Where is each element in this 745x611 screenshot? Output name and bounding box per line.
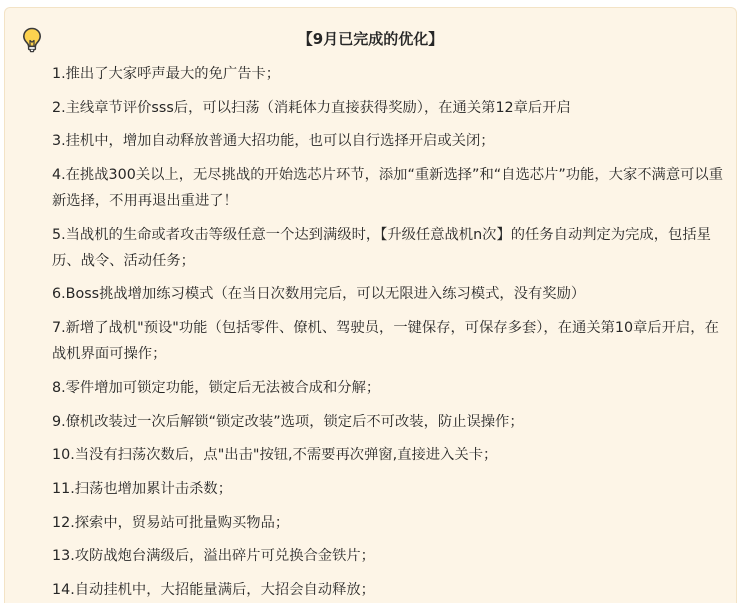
list-item: 7.新增了战机"预设"功能（包括零件、僚机、驾驶员，一键保存，可保存多套），在通关第10章后开启，在战机界面可操作； — [52, 320, 719, 363]
list-item: 4.在挑战300关以上，无尽挑战的开始选芯片环节，添加“重新选择”和“自选芯片”功能，大家不满意可以重新选择，不用再退出重进了！ — [52, 167, 724, 210]
list-item: 13.攻防战炮台满级后，溢出碎片可兑换合金铁片； — [52, 548, 375, 565]
list-item: 6.Boss挑战增加练习模式（在当日次数用完后，可以无限进入练习模式，没有奖励） — [52, 286, 586, 303]
list-item: 2.主线章节评价sss后，可以扫荡（消耗体力直接获得奖励），在通关第12章后开启 — [52, 99, 571, 116]
list-item: 10.当没有扫荡次数后，点"出击"按钮,不需要再次弹窗,直接进入关卡； — [52, 447, 498, 464]
note-title: 【9月已完成的优化】 — [297, 30, 444, 48]
list-item: 5.当战机的生命或者攻击等级任意一个达到满级时，【升级任意战机n次】的任务自动判定为完成，包括星历、战令、活动任务； — [52, 226, 711, 269]
list-item: 3.挂机中，增加自动释放普通大招功能，也可以自行选择开启或关闭； — [52, 133, 495, 150]
list-item: 11.扫荡也增加累计击杀数； — [52, 480, 233, 497]
optimization-note-card — [4, 7, 737, 603]
list-item: 14.自动挂机中，大招能量满后，大招会自动释放； — [52, 581, 375, 598]
list-item: 12.探索中，贸易站可批量购买物品； — [52, 514, 290, 531]
list-item: 8.零件增加可锁定功能，锁定后无法被合成和分解； — [52, 379, 381, 396]
list-item: 9.僚机改装过一次后解锁“锁定改装”选项，锁定后不可改装，防止误操作； — [52, 413, 524, 430]
list-item: 1.推出了大家呼声最大的免广告卡； — [52, 66, 281, 82]
optimization-list — [52, 61, 728, 611]
